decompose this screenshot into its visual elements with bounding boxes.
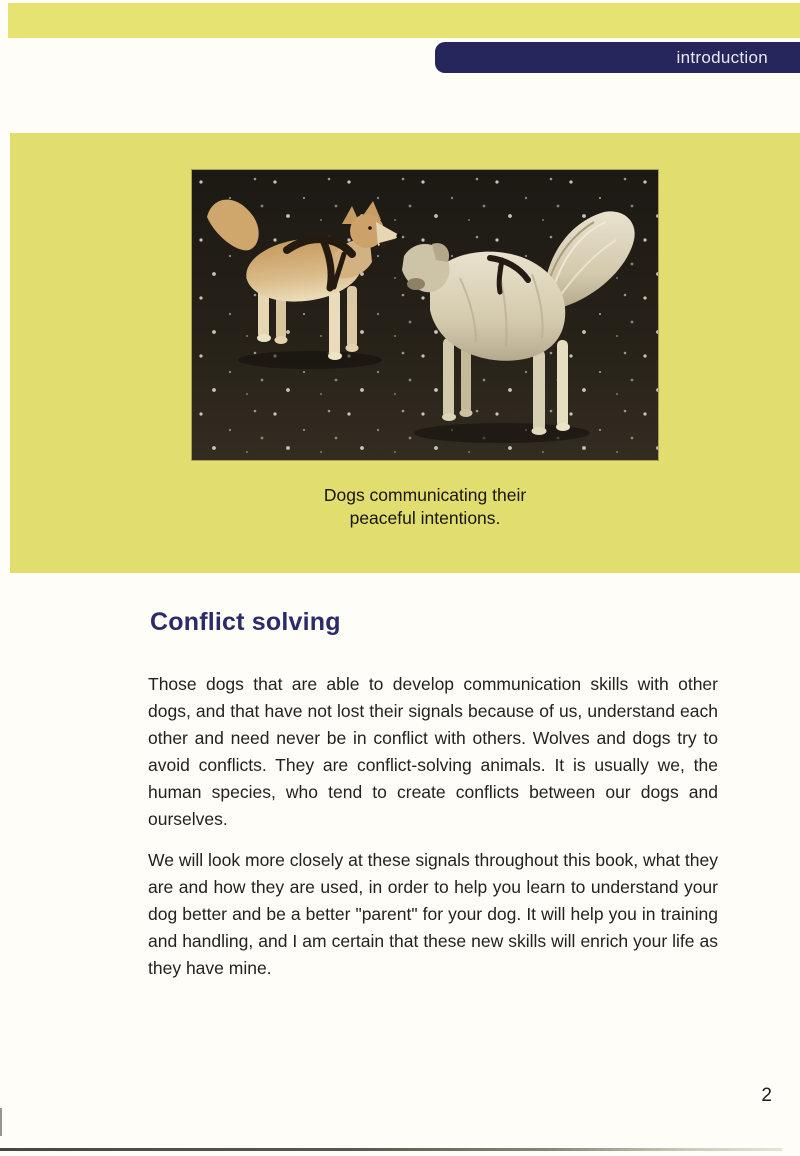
page-bottom-rule	[0, 1148, 782, 1151]
page-number: 2	[761, 1085, 772, 1106]
body-text	[148, 671, 718, 997]
section-heading: Conflict solving	[150, 608, 341, 636]
photo-caption-line1: Dogs communicating their	[323, 485, 527, 505]
photo-caption-line2: peaceful intentions.	[349, 508, 501, 528]
paragraph-1: Those dogs that are able to develop communication skills with other dogs, and that have not lost their signals because of us, understand each other and need never be in conflict with others. Wolves and dogs try to avoid conflicts. They are conflict-solving animals. It is usually we, the human species, who tend to create conflicts between our dogs and ourselves.	[148, 674, 718, 829]
top-yellow-strip	[8, 3, 800, 38]
paragraph-2: We will look more closely at these signals throughout this book, what they are and how they are used, in order to help you learn to understand your dog better and be a better "parent" for your dog. It will help you in training and handling, and I am certain that these new skills will enrich your life as they have mine.	[148, 850, 718, 979]
chapter-tab-label: introduction	[676, 47, 768, 67]
dogs-photo	[192, 170, 658, 460]
scan-edge-mark	[0, 1108, 2, 1136]
chapter-tab	[435, 42, 800, 73]
photo-caption	[192, 484, 658, 530]
dogs-photo-illustration	[192, 170, 658, 460]
photo-panel	[10, 133, 800, 573]
